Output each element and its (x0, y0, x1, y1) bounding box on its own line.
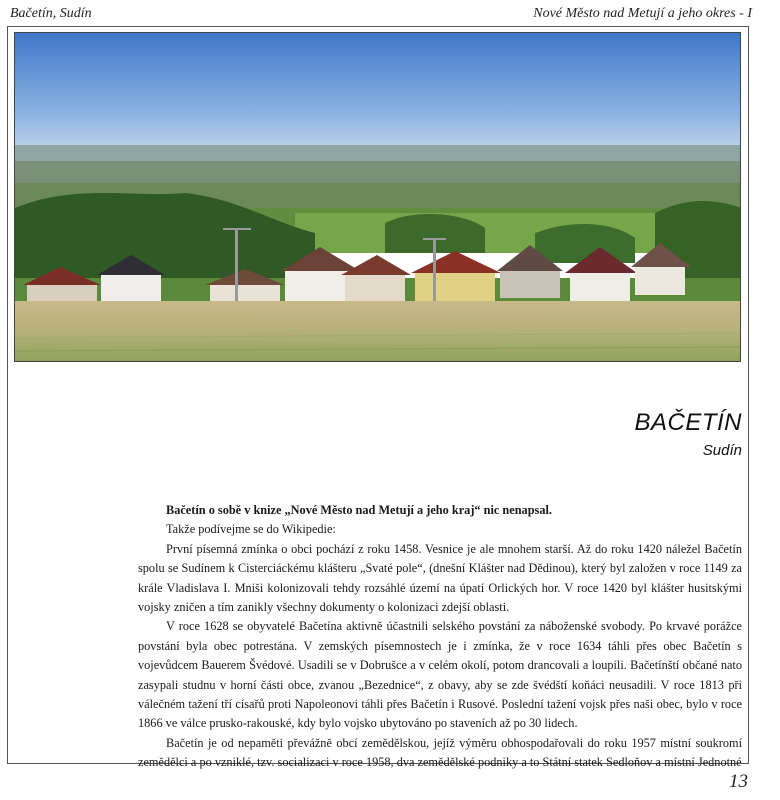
body-paragraph: Takže podívejme se do Wikipedie: (166, 522, 336, 537)
page-number: 13 (729, 771, 748, 792)
running-header-right: Nové Město nad Metují a jeho okres - I (533, 6, 752, 21)
running-header-left: Bačetín, Sudín (10, 6, 92, 21)
intro-paragraph: Bačetín o sobě v knize „Nové Město nad Metují a jeho kraj“ nic nenapsal. (166, 503, 552, 517)
body-paragraph: V roce 1628 se obyvatelé Bačetína aktivně účastnili selského povstání za náboženské svobody. Po krvavé porážce povstání byla obec potrestána. V zemských písemnostech je i zmínka, že v roce 1634 táhli přes obec Bačetín s vojevůdcem Bauerem Švédové. Usadili se v Dobrušce a v celém okolí, potom drancovali a loupili. Bačetínští občané nato zasypali studnu v horní části obce, zvanou „Bezednice“, z obavy, aby se zde švédští koňáci neusadili. V roce 1813 při válečném tažení tří císařů proti Napoleonovi táhli přes Bačetín i Rusové. Poslední tažení vojsk přes naši obec, bylo v roce 1866 ve válce prusko-rakouské, kdy bylo vojsko ubytováno po staveních až po 30 lidech. (138, 619, 742, 731)
page-title: BAČETÍN (634, 409, 742, 436)
body-paragraph: První písemná zmínka o obci pochází z roku 1458. Vesnice je ale mnohem starší. Až do roku 1420 náležel Bačetín spolu se Sudínem k Cisterciáckému klášteru „Svaté pole“, (dnešní Klášter nad Dědinou), který byl založen v roce 1149 za krále Vladislava I. Mniši kolonizovali tehdy rozsáhlé území na úpatí Orlických hor. V roce 1420 byl klášter husitskými vojsky zničen a tím zanikly všechny dokumenty o kolonizaci zdejší oblasti. (138, 541, 742, 615)
page-subtitle: Sudín (702, 442, 742, 459)
article-body (138, 501, 742, 773)
village-landscape-photo (14, 32, 741, 362)
body-paragraph: Bačetín je od nepaměti převážně obcí zemědělskou, jejíž výměru obhospodařovali do roku 1957 místní soukromí zemědělci a po vzniklé, tzv. socializaci v roce 1958, dva zemědělské podniky a to Státní statek Sedloňov a místní Jednotné (138, 735, 742, 770)
